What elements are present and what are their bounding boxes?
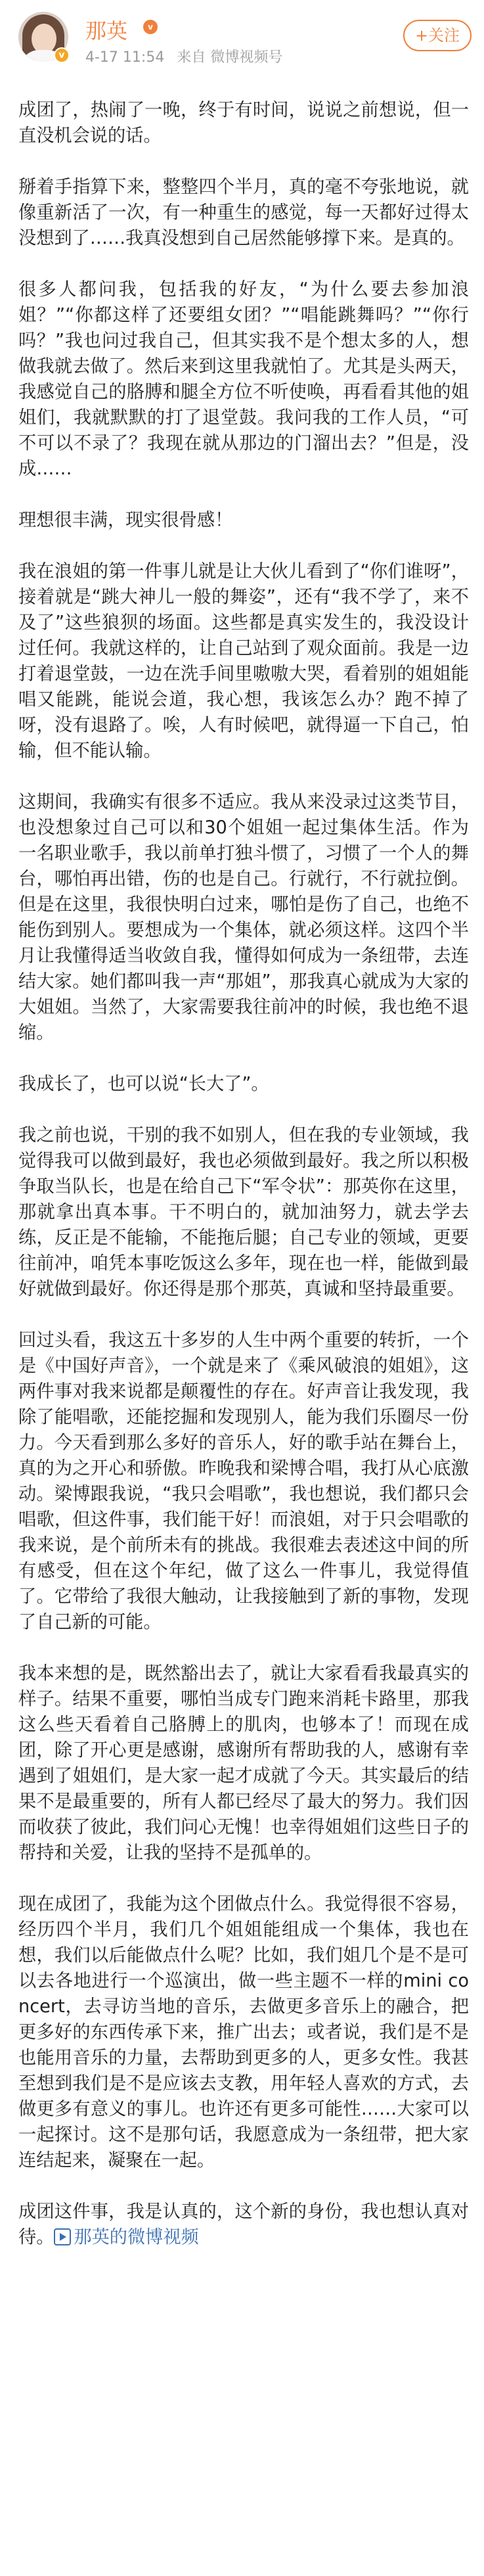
post-header bbox=[0, 0, 484, 78]
user-name[interactable]: 那英 bbox=[85, 18, 128, 43]
post-paragraph: 这期间，我确实有很多不适应。我从来没录过这类节目，也没想象过自己可以和30个姐姐一起过集体生活。作为一名职业歌手，我以前单打独斗惯了，习惯了一个人的舞台，哪怕再出错，伤的也是自己。行就行，不行就拉倒。但是在这里，我很快明白过来，哪怕是伤了自己，也绝不能伤到别人。要想成为一个集体，就必须这样。这四个半月让我懂得适当收敛自我，懂得如何成为一条纽带，去连结大家。她们都叫我一声“那姐”，那我真心就成为大家的大姐姐。当然了，大家需要我往前冲的时候，我也绝不退缩。 bbox=[18, 792, 469, 1043]
post-paragraph: 我在浪姐的第一件事儿就是让大伙儿看到了“你们谁呀”，接着就是“跳大神儿一般的舞姿”，还有“我不学了，来不及了”这些狼狈的场面。这些都是真实发生的，我没设计过任何。我就这样的，让自己站到了观众面前。我是一边打着退堂鼓，一边在洗手间里嗷嗷大哭，看着别的姐姐能唱又能跳，能说会道，我心想，我该怎么办？跑不掉了呀，没有退路了。唉，人有时候吧，就得逼一下自己，怕输，但不能认输。 bbox=[18, 561, 469, 761]
post-timestamp: 4-17 11:54 bbox=[85, 49, 165, 66]
post-paragraph: 理想很丰满，现实很骨感！ bbox=[18, 510, 233, 530]
closing-text: 成团这件事，我是认真的，这个新的身份，我也想认真对待。 bbox=[18, 2201, 469, 2247]
verified-badge-icon: v bbox=[54, 47, 70, 63]
post-body bbox=[18, 97, 469, 2250]
post-paragraph: 回过头看，我这五十多岁的人生中两个重要的转折，一个是《中国好声音》，一个就是来了《乘风破浪的姐姐》，这两件事对我来说都是颠覆性的存在。好声音让我发现，我除了能唱歌，还能挖掘和发现别人，能为我们乐圈尽一份力。今天看到那么多好的音乐人，好的歌手站在舞台上，真的为之开心和骄傲。昨晚我和梁博合唱，我打从心底激动。梁博跟我说，“我只会唱歌”，我也想说，我们都只会唱歌，但这件事，我们能干好！而浪姐，对于只会唱歌的我来说，是个前所未有的挑战。我很难去表述这中间的所有感受，但在这个年纪，做了这么一件事儿，我觉得值了。它带给了我很大触动，让我接触到了新的事物，发现了自己新的可能。 bbox=[18, 1330, 469, 1632]
follow-button[interactable]: +关注 bbox=[403, 20, 472, 51]
video-link-label: 那英的微博视频 bbox=[74, 2227, 199, 2247]
post-paragraph: 现在成团了，我能为这个团做点什么。我觉得很不容易，经历四个半月，我们几个姐姐能组成一个集体，我也在想，我们以后能做点什么呢？比如，我们姐几个是不是可以去各地进行一个巡演出，做一些主题不一样的mini concert，去寻访当地的音乐，去做更多音乐上的融合，把更多好的东西传承下来，推广出去；或者说，我们是不是也能用音乐的力量，去帮助到更多的人，更多女性。我甚至想到我们是不是应该去支教，用年轻人喜欢的方式，去做更多有意义的事儿。也许还有更多可能性……大家可以一起探讨。这不是那句话，我愿意成为一条纽带，把大家连结起来，凝聚在一起。 bbox=[18, 1894, 469, 2171]
post-source[interactable]: 来自 微博视频号 bbox=[177, 49, 283, 66]
video-link[interactable] bbox=[54, 2227, 198, 2247]
post-paragraph: 成团了，热闹了一晚，终于有时间，说说之前想说，但一直没机会说的话。 bbox=[18, 100, 469, 146]
post-paragraph: 掰着手指算下来，整整四个半月，真的毫不夸张地说，就像重新活了一次，有一种重生的感觉，每一天都好过得太没想到了……我真没想到自己居然能够撑下来。是真的。 bbox=[18, 177, 469, 248]
video-play-icon bbox=[54, 2228, 71, 2245]
vip-icon: v bbox=[143, 20, 158, 34]
post-paragraph-last bbox=[18, 2199, 469, 2250]
post-meta bbox=[85, 46, 290, 66]
post-paragraph: 我之前也说，干别的我不如别人，但在我的专业领域，我觉得我可以做到最好，我也必须做到最好。我之所以积极争取当队长，也是在给自己下“军令状”：那英你在这里，那就拿出真本事。干不明白的，就加油努力，就去学去练，反正是不能输，不能拖后腿；自己专业的领域，更要往前冲，咱凭本事吃饭这么多年，现在也一样，能做到最好就做到最好。你还得是那个那英，真诚和坚持最重要。 bbox=[18, 1125, 469, 1299]
post-paragraph: 我成长了，也可以说“长大了”。 bbox=[18, 1074, 269, 1094]
post-paragraph: 很多人都问我，包括我的好友，“为什么要去参加浪姐？”“你都这样了还要组女团？”“唱能跳舞吗？”“你行吗？”我也问过我自己，但其实我不是个想太多的人，想做我就去做了。然后来到这里我就怕了。尤其是头两天，我感觉自己的胳膊和腿全方位不听使唤，再看看其他的姐姐们，我就默默的打了退堂鼓。我问我的工作人员，“可不可以不录了？我现在就从那边的门溜出去？”但是，没成…… bbox=[18, 279, 469, 479]
post-paragraph: 我本来想的是，既然豁出去了，就让大家看看我最真实的样子。结果不重要，哪怕当成专门跑来消耗卡路里，那我这么些天看着自己胳膊上的肌肉，也够本了！而现在成团，除了开心更是感谢，感谢所有帮助我的人，感谢有幸遇到了姐姐们，是大家一起才成就了今天。其实最后的结果不是最重要的，所有人都已经尽了最大的努力。我们因而收获了彼此，我们问心无愧！也幸得姐姐们这些日子的帮持和关爱，让我的坚持不是孤单的。 bbox=[18, 1663, 469, 1863]
